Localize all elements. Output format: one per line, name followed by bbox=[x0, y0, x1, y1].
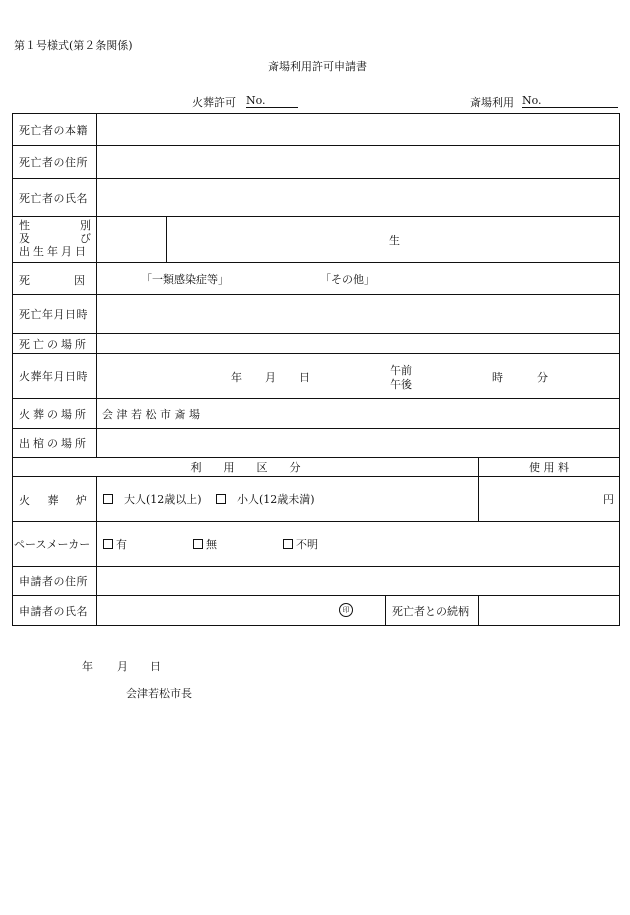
label-death-datetime: 死亡年月日時 bbox=[19, 308, 88, 321]
fee-amount[interactable] bbox=[479, 477, 614, 521]
cremation-datetime-fields[interactable] bbox=[97, 354, 619, 398]
usage-category-header: 利 用 区 分 bbox=[190, 461, 301, 474]
label-sex-1: 性 bbox=[19, 219, 30, 232]
checkbox-adult-label: 大人(12歳以上) bbox=[124, 493, 202, 506]
label-cause bbox=[19, 272, 91, 288]
label-furnace bbox=[19, 492, 91, 508]
label-applicant-address: 申請者の住所 bbox=[19, 575, 88, 588]
addressee: 会津若松市長 bbox=[126, 687, 192, 700]
footer-month: 月 bbox=[117, 660, 128, 673]
checkbox-child[interactable] bbox=[216, 477, 315, 521]
label-cause-1: 死 bbox=[19, 274, 30, 287]
input-applicant-address[interactable] bbox=[97, 567, 619, 595]
pacemaker-unknown-label: 不明 bbox=[296, 538, 318, 551]
cremation-permit-no[interactable] bbox=[246, 94, 298, 108]
pacemaker-yes[interactable] bbox=[103, 522, 127, 566]
input-departure-place[interactable] bbox=[97, 429, 619, 457]
label-cremation-place: 火葬の場所 bbox=[19, 407, 89, 421]
cause-option-other[interactable]: 「その他」 bbox=[320, 272, 375, 286]
checkbox-adult[interactable] bbox=[103, 477, 202, 521]
label-and-2: び bbox=[80, 232, 91, 245]
pacemaker-no[interactable] bbox=[193, 522, 217, 566]
input-honseki[interactable] bbox=[97, 114, 619, 145]
label-furnace-1: 火 bbox=[19, 494, 30, 507]
input-sex[interactable] bbox=[97, 217, 166, 262]
footer-day: 日 bbox=[150, 660, 161, 673]
yen-unit: 円 bbox=[603, 493, 614, 506]
label-address: 死亡者の住所 bbox=[19, 156, 88, 169]
pacemaker-no-box[interactable] bbox=[193, 539, 203, 549]
input-birthdate[interactable] bbox=[167, 217, 619, 262]
pacemaker-yes-box[interactable] bbox=[103, 539, 113, 549]
fee-header: 使 用 料 bbox=[529, 461, 569, 474]
label-birth: 出生年月日 bbox=[19, 245, 89, 258]
label-name: 死亡者の氏名 bbox=[19, 191, 88, 205]
label-honseki: 死亡者の本籍 bbox=[19, 123, 88, 137]
dt-year: 年 bbox=[231, 371, 242, 384]
label-departure-place: 出棺の場所 bbox=[19, 437, 89, 450]
cremation-permit-label: 火葬許可 bbox=[192, 96, 236, 109]
dt-am: 午前 bbox=[390, 364, 412, 377]
label-and-1: 及 bbox=[19, 232, 30, 245]
label-applicant-name: 申請者の氏名 bbox=[19, 604, 88, 618]
checkbox-child-box[interactable] bbox=[216, 494, 226, 504]
cause-option-infectious[interactable]: 「一類感染症等」 bbox=[141, 272, 229, 286]
cremation-permit-no-label: No. bbox=[246, 94, 266, 107]
label-sex-2: 別 bbox=[80, 219, 91, 232]
form-title: 斎場利用許可申請書 bbox=[268, 60, 367, 73]
checkbox-adult-box[interactable] bbox=[103, 494, 113, 504]
pacemaker-yes-label: 有 bbox=[116, 538, 127, 551]
birth-suffix: 生 bbox=[389, 233, 400, 247]
facility-use-no-label: No. bbox=[522, 94, 542, 107]
label-death-place: 死亡の場所 bbox=[19, 337, 89, 351]
label-furnace-2: 葬 bbox=[47, 494, 59, 507]
label-pacemaker: ペースメーカー bbox=[14, 538, 91, 551]
input-address[interactable] bbox=[97, 146, 619, 178]
dt-minute: 分 bbox=[537, 371, 548, 384]
checkbox-child-label: 小人(12歳未満) bbox=[237, 493, 315, 506]
facility-use-label: 斎場利用 bbox=[470, 96, 514, 109]
label-furnace-3: 炉 bbox=[76, 494, 87, 507]
pacemaker-unknown[interactable] bbox=[283, 522, 318, 566]
label-cremation-datetime: 火葬年月日時 bbox=[19, 370, 88, 383]
input-relationship[interactable] bbox=[479, 596, 619, 625]
seal-mark: 印 bbox=[339, 603, 353, 617]
pacemaker-no-label: 無 bbox=[206, 538, 217, 551]
footer-year: 年 bbox=[82, 660, 93, 673]
input-name[interactable] bbox=[97, 179, 619, 216]
dt-day: 日 bbox=[299, 371, 310, 384]
facility-use-no[interactable] bbox=[522, 94, 618, 108]
label-sex-birth bbox=[19, 219, 91, 258]
value-cremation-place: 会 津 若 松 市 斎 場 bbox=[102, 407, 200, 421]
input-death-datetime[interactable] bbox=[97, 295, 619, 333]
form-number: 第１号様式(第２条関係) bbox=[14, 39, 133, 52]
dt-pm: 午後 bbox=[390, 378, 412, 391]
label-relationship: 死亡者との続柄 bbox=[392, 604, 469, 618]
dt-month: 月 bbox=[265, 371, 276, 384]
dt-hour: 時 bbox=[492, 371, 503, 384]
label-cause-2: 因 bbox=[74, 274, 85, 287]
input-death-place[interactable] bbox=[97, 334, 619, 353]
pacemaker-unknown-box[interactable] bbox=[283, 539, 293, 549]
